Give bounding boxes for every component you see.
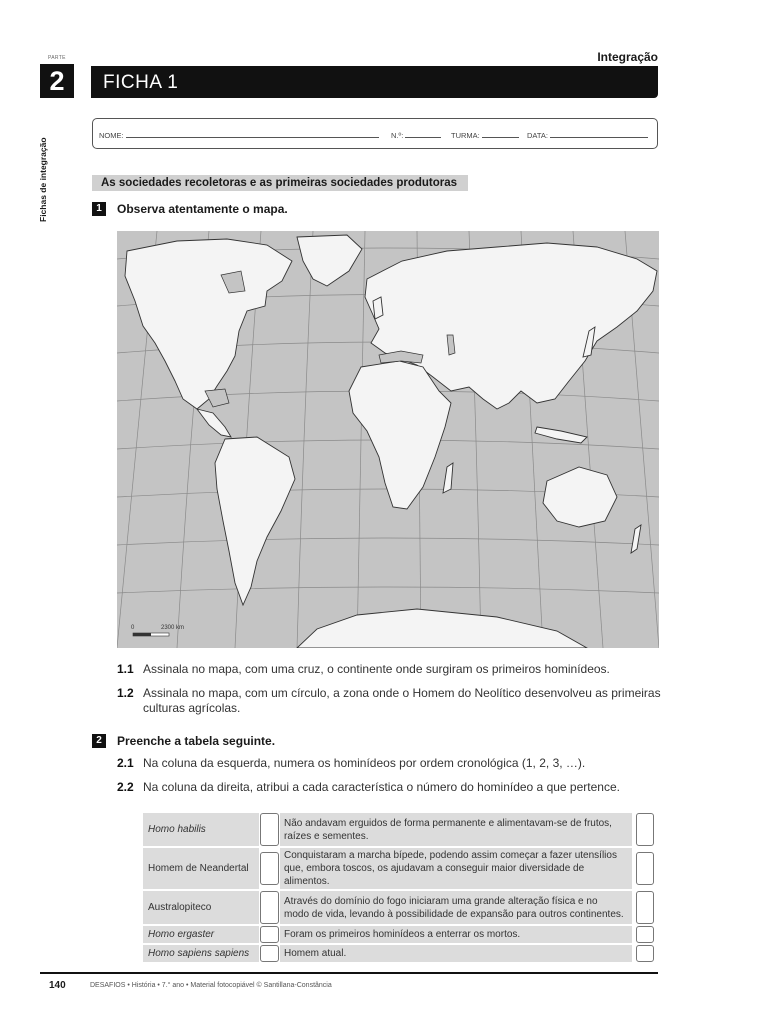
order-input[interactable]	[259, 945, 280, 962]
student-info-box	[92, 118, 658, 149]
hominid-number-input[interactable]	[636, 848, 654, 889]
section-header: Integração	[597, 50, 658, 64]
name-label: NOME:	[99, 131, 124, 140]
question-1-number: 1	[92, 202, 106, 216]
question-1-text: Observa atentamente o mapa.	[117, 202, 288, 216]
characteristic-line-1: Não andavam erguidos de forma permanente e alimentavam-se de frutos,	[284, 817, 612, 829]
central-america-shape	[197, 409, 231, 437]
subquestion-2-1-number: 2.1	[117, 756, 134, 770]
subquestion-1-2-text-cont: culturas agrícolas.	[143, 701, 241, 715]
indonesia-shape	[535, 427, 587, 443]
characteristic-line-1: Através do domínio do fogo iniciaram uma grande alteração física e no	[284, 895, 598, 907]
page-title: FICHA 1	[91, 66, 658, 98]
characteristic-text	[280, 813, 632, 846]
footer-divider	[40, 972, 658, 974]
subquestion-1-1-text: Assinala no mapa, com uma cruz, o continente onde surgiram os primeiros hominídeos.	[143, 662, 610, 676]
hominid-name: Homem de Neandertal	[143, 848, 259, 889]
characteristic-line-2: raízes e sementes.	[284, 830, 369, 842]
subquestion-1-1	[117, 662, 610, 677]
characteristic-line-2: modo de vida, levando à possibilidade de expansão para outros continentes.	[284, 908, 624, 920]
subquestion-1-2-number: 1.2	[117, 686, 134, 700]
new-zealand-shape	[631, 525, 641, 553]
order-input[interactable]	[259, 848, 280, 889]
characteristic-text	[280, 848, 632, 889]
table-row	[143, 926, 654, 943]
date-field[interactable]	[527, 130, 648, 140]
part-number: 2	[40, 64, 74, 98]
hominid-name: Homo ergaster	[143, 926, 259, 943]
scale-zero: 0	[131, 625, 135, 631]
side-section-label: Fichas de integração	[38, 137, 48, 222]
subquestion-1-1-number: 1.1	[117, 662, 134, 676]
characteristic-text	[280, 891, 632, 924]
class-field[interactable]	[451, 130, 519, 140]
madagascar-shape	[443, 463, 453, 493]
hominid-number-input[interactable]	[636, 891, 654, 924]
hominid-name: Homo sapiens sapiens	[143, 945, 259, 962]
table-row	[143, 848, 654, 889]
subquestion-2-2	[117, 780, 620, 795]
name-field[interactable]	[99, 130, 379, 140]
page-number: 140	[49, 980, 66, 991]
gulf-of-mexico-shape	[205, 389, 229, 407]
order-input[interactable]	[259, 891, 280, 924]
hominid-name: Homo habilis	[143, 813, 259, 846]
section-title: As sociedades recoletoras e as primeiras sociedades produtoras	[92, 175, 468, 191]
order-input[interactable]	[259, 926, 280, 943]
north-america-shape	[125, 239, 292, 409]
characteristic-line-2: que, embora toscos, os ajudavam a conseguir maior diversidade de alimentos.	[284, 863, 585, 887]
africa-shape	[349, 361, 451, 509]
greenland-shape	[297, 235, 362, 286]
subquestion-1-2	[117, 686, 661, 716]
subquestion-2-1	[117, 756, 585, 771]
hominid-table	[143, 811, 654, 964]
map-landmasses	[125, 235, 657, 648]
subquestion-2-2-number: 2.2	[117, 780, 134, 794]
number-label: N.º:	[391, 131, 404, 140]
characteristic-text: Homem atual.	[280, 945, 632, 962]
hominid-number-input[interactable]	[636, 813, 654, 846]
characteristic-line-1: Conquistaram a marcha bípede, podendo assim começar a fazer utensílios	[284, 850, 617, 861]
part-label: PARTE	[48, 55, 66, 61]
characteristic-text: Foram os primeiros hominídeos a enterrar os mortos.	[280, 926, 632, 943]
british-isles-shape	[373, 297, 383, 319]
world-map[interactable]	[117, 231, 659, 648]
table-row	[143, 945, 654, 962]
australia-shape	[543, 467, 617, 527]
subquestion-2-2-text: Na coluna da direita, atribui a cada característica o número do hominídeo a que pertence.	[143, 780, 620, 794]
hominid-name: Australopiteco	[143, 891, 259, 924]
table-row	[143, 813, 654, 846]
class-label: TURMA:	[451, 131, 480, 140]
antarctica-shape	[297, 609, 587, 648]
order-input[interactable]	[259, 813, 280, 846]
question-2-text: Preenche a tabela seguinte.	[117, 734, 276, 748]
footer-credits: DESAFIOS • História • 7.° ano • Material fotocopiável © Santillana-Constância	[90, 982, 332, 989]
question-2-number: 2	[92, 734, 106, 748]
subquestion-1-2-text: Assinala no mapa, com um círculo, a zona onde o Homem do Neolítico desenvolveu as primeiras	[143, 686, 661, 700]
hominid-number-input[interactable]	[636, 926, 654, 943]
south-america-shape	[215, 437, 295, 605]
number-field[interactable]	[391, 130, 441, 140]
scale-label: 2300 km	[161, 625, 185, 631]
table-row	[143, 891, 654, 924]
world-map-drawing	[117, 231, 659, 648]
subquestion-2-1-text: Na coluna da esquerda, numera os hominídeos por ordem cronológica (1, 2, 3, …).	[143, 756, 586, 770]
hominid-number-input[interactable]	[636, 945, 654, 962]
date-label: DATA:	[527, 131, 548, 140]
map-scale	[131, 625, 184, 636]
